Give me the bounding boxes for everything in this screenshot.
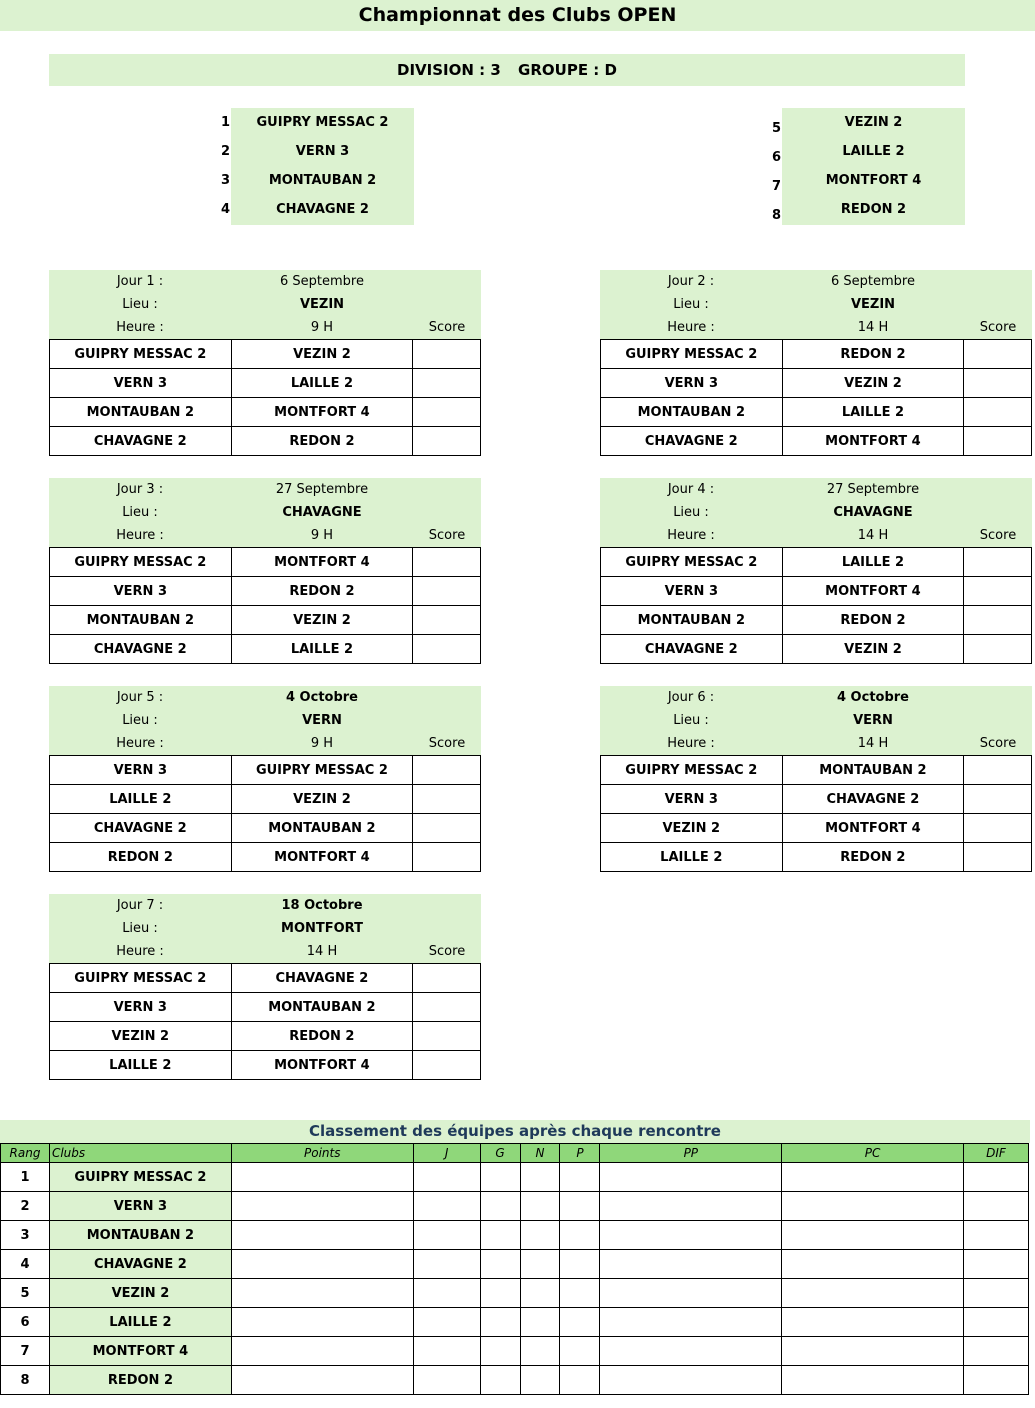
- division-bar: [49, 54, 965, 86]
- lieu-label: Lieu :: [673, 713, 709, 728]
- away-team: REDON 2: [782, 843, 964, 872]
- lieu-value: VERN: [853, 713, 893, 728]
- score-cell[interactable]: [964, 577, 1032, 606]
- day-label: Jour 2 :: [667, 274, 715, 289]
- team-number: 5: [771, 121, 781, 136]
- lieu-label: Lieu :: [673, 297, 709, 312]
- rank-club: MONTFORT 4: [49, 1337, 231, 1366]
- away-team: LAILLE 2: [231, 635, 413, 664]
- away-team: MONTFORT 4: [231, 398, 413, 427]
- rank-pp-cell[interactable]: [600, 1163, 782, 1192]
- rank-number: 3: [1, 1221, 50, 1250]
- heure-value: 9 H: [310, 528, 334, 543]
- game-row: [50, 577, 481, 606]
- rank-n-cell[interactable]: [520, 1308, 560, 1337]
- rank-points-cell[interactable]: [231, 1192, 413, 1221]
- home-team: MONTAUBAN 2: [50, 398, 232, 427]
- rank-club: VEZIN 2: [49, 1279, 231, 1308]
- team-number: 1: [220, 115, 230, 130]
- score-cell[interactable]: [964, 785, 1032, 814]
- game-row: [50, 756, 481, 785]
- header-pc: PC: [782, 1144, 964, 1163]
- away-team: MONTFORT 4: [231, 843, 413, 872]
- home-team: GUIPRY MESSAC 2: [50, 548, 232, 577]
- rank-g-cell[interactable]: [480, 1221, 520, 1250]
- team-name: GUIPRY MESSAC 2: [256, 115, 389, 130]
- game-row: [50, 427, 481, 456]
- home-team: CHAVAGNE 2: [601, 635, 783, 664]
- away-team: LAILLE 2: [782, 548, 964, 577]
- heure-label: Heure :: [116, 320, 164, 335]
- score-cell[interactable]: [413, 635, 481, 664]
- rank-n-cell[interactable]: [520, 1221, 560, 1250]
- games-table: [49, 963, 481, 1080]
- rank-club: LAILLE 2: [49, 1308, 231, 1337]
- ranking-row: [1, 1192, 1029, 1221]
- team-name: LAILLE 2: [842, 144, 905, 159]
- home-team: CHAVAGNE 2: [50, 635, 232, 664]
- rank-pc-cell[interactable]: [782, 1279, 964, 1308]
- ranking-title: Classement des équipes après chaque rencontre: [0, 1120, 1030, 1143]
- game-row: [50, 635, 481, 664]
- game-row: [50, 369, 481, 398]
- day-label: Jour 4 :: [667, 482, 715, 497]
- rank-club: REDON 2: [49, 1366, 231, 1395]
- ranking-row: [1, 1250, 1029, 1279]
- home-team: GUIPRY MESSAC 2: [50, 340, 232, 369]
- score-label: Score: [979, 528, 1017, 543]
- day-date: 4 Octobre: [836, 690, 909, 705]
- heure-value: 14 H: [857, 736, 889, 751]
- team-number: 4: [220, 202, 230, 217]
- home-team: LAILLE 2: [601, 843, 783, 872]
- rank-n-cell[interactable]: [520, 1192, 560, 1221]
- away-team: MONTAUBAN 2: [231, 993, 413, 1022]
- home-team: CHAVAGNE 2: [50, 814, 232, 843]
- score-cell[interactable]: [964, 606, 1032, 635]
- away-team: MONTFORT 4: [231, 548, 413, 577]
- home-team: VERN 3: [601, 369, 783, 398]
- games-table: [49, 755, 481, 872]
- game-row: [601, 340, 1032, 369]
- game-row: [601, 548, 1032, 577]
- team-name: MONTAUBAN 2: [268, 173, 377, 188]
- away-team: VEZIN 2: [782, 635, 964, 664]
- game-row: [601, 843, 1032, 872]
- rank-pp-cell[interactable]: [600, 1366, 782, 1395]
- day-label: Jour 5 :: [116, 690, 164, 705]
- score-cell[interactable]: [413, 756, 481, 785]
- team-number: 6: [771, 150, 781, 165]
- header-n: N: [520, 1144, 560, 1163]
- team-number: 8: [771, 208, 781, 223]
- home-team: MONTAUBAN 2: [50, 606, 232, 635]
- score-label: Score: [428, 944, 466, 959]
- rank-number: 5: [1, 1279, 50, 1308]
- rank-n-cell[interactable]: [520, 1337, 560, 1366]
- lieu-value: VEZIN: [850, 297, 896, 312]
- team-name: REDON 2: [840, 202, 907, 217]
- lieu-label: Lieu :: [122, 505, 158, 520]
- team-name: CHAVAGNE 2: [276, 202, 369, 217]
- heure-value: 9 H: [310, 320, 334, 335]
- rank-j-cell[interactable]: [413, 1308, 480, 1337]
- ranking-header-row: [1, 1144, 1029, 1163]
- score-label: Score: [428, 736, 466, 751]
- rank-points-cell[interactable]: [231, 1337, 413, 1366]
- team-name: VEZIN 2: [844, 115, 903, 130]
- rank-p-cell[interactable]: [560, 1308, 600, 1337]
- home-team: REDON 2: [50, 843, 232, 872]
- rank-j-cell[interactable]: [413, 1250, 480, 1279]
- game-row: [50, 1022, 481, 1051]
- score-cell[interactable]: [964, 369, 1032, 398]
- score-cell[interactable]: [413, 1022, 481, 1051]
- header-p: P: [560, 1144, 600, 1163]
- home-team: GUIPRY MESSAC 2: [601, 340, 783, 369]
- rank-pp-cell[interactable]: [600, 1221, 782, 1250]
- rank-number: 1: [1, 1163, 50, 1192]
- rank-number: 6: [1, 1308, 50, 1337]
- away-team: VEZIN 2: [231, 785, 413, 814]
- rank-n-cell[interactable]: [520, 1163, 560, 1192]
- home-team: MONTAUBAN 2: [601, 606, 783, 635]
- day-header: [600, 686, 1032, 756]
- rank-g-cell[interactable]: [480, 1308, 520, 1337]
- rank-j-cell[interactable]: [413, 1163, 480, 1192]
- games-table: [600, 755, 1032, 872]
- score-cell[interactable]: [413, 369, 481, 398]
- game-row: [50, 606, 481, 635]
- day-header: [600, 270, 1032, 340]
- rank-points-cell[interactable]: [231, 1308, 413, 1337]
- game-row: [601, 814, 1032, 843]
- day-date: 27 Septembre: [826, 482, 920, 497]
- rank-p-cell[interactable]: [560, 1337, 600, 1366]
- groupe-label: GROUPE : D: [518, 61, 617, 79]
- score-label: Score: [979, 320, 1017, 335]
- rank-number: 7: [1, 1337, 50, 1366]
- score-cell[interactable]: [413, 785, 481, 814]
- team-name: MONTFORT 4: [825, 173, 922, 188]
- heure-label: Heure :: [667, 736, 715, 751]
- rank-dif-cell[interactable]: [963, 1279, 1028, 1308]
- rank-j-cell[interactable]: [413, 1337, 480, 1366]
- header-rang: Rang: [1, 1144, 50, 1163]
- day-header: [49, 478, 481, 548]
- home-team: GUIPRY MESSAC 2: [601, 548, 783, 577]
- away-team: LAILLE 2: [782, 398, 964, 427]
- game-row: [601, 577, 1032, 606]
- rank-pp-cell[interactable]: [600, 1250, 782, 1279]
- score-label: Score: [428, 320, 466, 335]
- away-team: CHAVAGNE 2: [782, 785, 964, 814]
- away-team: LAILLE 2: [231, 369, 413, 398]
- rank-dif-cell[interactable]: [963, 1308, 1028, 1337]
- day-date: 6 Septembre: [831, 274, 915, 289]
- rank-j-cell[interactable]: [413, 1192, 480, 1221]
- lieu-value: CHAVAGNE: [833, 505, 913, 520]
- home-team: VERN 3: [601, 785, 783, 814]
- ranking-row: [1, 1337, 1029, 1366]
- day-header: [49, 686, 481, 756]
- day-label: Jour 1 :: [116, 274, 164, 289]
- day-header: [49, 270, 481, 340]
- score-label: Score: [428, 528, 466, 543]
- game-row: [50, 964, 481, 993]
- rank-g-cell[interactable]: [480, 1163, 520, 1192]
- rank-club: GUIPRY MESSAC 2: [49, 1163, 231, 1192]
- games-table: [49, 339, 481, 456]
- rank-g-cell[interactable]: [480, 1337, 520, 1366]
- game-row: [50, 785, 481, 814]
- team-name: VERN 3: [295, 144, 350, 159]
- ranking-table: [0, 1143, 1029, 1395]
- heure-value: 9 H: [310, 736, 334, 751]
- team-number: 2: [220, 144, 230, 159]
- home-team: VEZIN 2: [50, 1022, 232, 1051]
- lieu-value: VEZIN: [299, 297, 345, 312]
- game-row: [50, 843, 481, 872]
- rank-club: VERN 3: [49, 1192, 231, 1221]
- rank-dif-cell[interactable]: [963, 1163, 1028, 1192]
- score-cell[interactable]: [964, 548, 1032, 577]
- rank-dif-cell[interactable]: [963, 1250, 1028, 1279]
- home-team: CHAVAGNE 2: [50, 427, 232, 456]
- team-number: 3: [220, 173, 230, 188]
- score-cell[interactable]: [964, 340, 1032, 369]
- home-team: GUIPRY MESSAC 2: [601, 756, 783, 785]
- home-team: VERN 3: [50, 577, 232, 606]
- header-j: J: [413, 1144, 480, 1163]
- heure-value: 14 H: [306, 944, 338, 959]
- rank-n-cell[interactable]: [520, 1366, 560, 1395]
- heure-label: Heure :: [667, 528, 715, 543]
- ranking-row: [1, 1279, 1029, 1308]
- header-pp: PP: [600, 1144, 782, 1163]
- home-team: VERN 3: [50, 756, 232, 785]
- rank-j-cell[interactable]: [413, 1366, 480, 1395]
- away-team: VEZIN 2: [231, 340, 413, 369]
- score-cell[interactable]: [964, 427, 1032, 456]
- game-row: [50, 814, 481, 843]
- rank-pp-cell[interactable]: [600, 1279, 782, 1308]
- score-cell[interactable]: [413, 1051, 481, 1080]
- score-cell[interactable]: [413, 814, 481, 843]
- game-row: [601, 398, 1032, 427]
- rank-points-cell[interactable]: [231, 1366, 413, 1395]
- rank-dif-cell[interactable]: [963, 1192, 1028, 1221]
- game-row: [601, 427, 1032, 456]
- away-team: REDON 2: [782, 340, 964, 369]
- lieu-label: Lieu :: [122, 713, 158, 728]
- score-cell[interactable]: [413, 843, 481, 872]
- rank-pc-cell[interactable]: [782, 1366, 964, 1395]
- lieu-label: Lieu :: [122, 297, 158, 312]
- day-date: 18 Octobre: [281, 898, 363, 913]
- away-team: VEZIN 2: [231, 606, 413, 635]
- away-team: CHAVAGNE 2: [231, 964, 413, 993]
- home-team: VERN 3: [50, 993, 232, 1022]
- lieu-label: Lieu :: [122, 921, 158, 936]
- away-team: REDON 2: [231, 577, 413, 606]
- game-row: [601, 785, 1032, 814]
- ranking-row: [1, 1221, 1029, 1250]
- away-team: MONTFORT 4: [782, 814, 964, 843]
- away-team: REDON 2: [231, 427, 413, 456]
- rank-n-cell[interactable]: [520, 1279, 560, 1308]
- game-row: [50, 398, 481, 427]
- home-team: CHAVAGNE 2: [601, 427, 783, 456]
- away-team: MONTFORT 4: [782, 427, 964, 456]
- rank-pc-cell[interactable]: [782, 1221, 964, 1250]
- header-clubs: Clubs: [49, 1144, 231, 1163]
- day-date: 27 Septembre: [275, 482, 369, 497]
- day-header: [600, 478, 1032, 548]
- lieu-label: Lieu :: [673, 505, 709, 520]
- score-cell[interactable]: [413, 398, 481, 427]
- day-date: 6 Septembre: [280, 274, 364, 289]
- rank-club: MONTAUBAN 2: [49, 1221, 231, 1250]
- rank-points-cell[interactable]: [231, 1250, 413, 1279]
- away-team: MONTFORT 4: [231, 1051, 413, 1080]
- page-title: Championnat des Clubs OPEN: [0, 0, 1035, 31]
- heure-label: Heure :: [116, 528, 164, 543]
- rank-j-cell[interactable]: [413, 1221, 480, 1250]
- score-cell[interactable]: [964, 756, 1032, 785]
- team-number: 7: [771, 179, 781, 194]
- game-row: [50, 340, 481, 369]
- heure-label: Heure :: [116, 736, 164, 751]
- home-team: VERN 3: [50, 369, 232, 398]
- rank-g-cell[interactable]: [480, 1250, 520, 1279]
- away-team: GUIPRY MESSAC 2: [231, 756, 413, 785]
- rank-dif-cell[interactable]: [963, 1221, 1028, 1250]
- rank-p-cell[interactable]: [560, 1163, 600, 1192]
- score-cell[interactable]: [964, 398, 1032, 427]
- game-row: [50, 548, 481, 577]
- rank-g-cell[interactable]: [480, 1279, 520, 1308]
- game-row: [601, 606, 1032, 635]
- score-cell[interactable]: [964, 843, 1032, 872]
- away-team: MONTAUBAN 2: [782, 756, 964, 785]
- score-cell[interactable]: [413, 964, 481, 993]
- score-label: Score: [979, 736, 1017, 751]
- game-row: [601, 756, 1032, 785]
- home-team: VERN 3: [601, 577, 783, 606]
- rank-number: 4: [1, 1250, 50, 1279]
- away-team: REDON 2: [782, 606, 964, 635]
- team-list-right: [782, 108, 965, 225]
- rank-dif-cell[interactable]: [963, 1366, 1028, 1395]
- rank-number: 2: [1, 1192, 50, 1221]
- header-g: G: [480, 1144, 520, 1163]
- team-list-left: [231, 108, 414, 225]
- division-label: DIVISION : 3: [397, 61, 501, 79]
- game-row: [50, 1051, 481, 1080]
- rank-points-cell[interactable]: [231, 1279, 413, 1308]
- rank-club: CHAVAGNE 2: [49, 1250, 231, 1279]
- score-cell[interactable]: [413, 577, 481, 606]
- heure-label: Heure :: [116, 944, 164, 959]
- home-team: VEZIN 2: [601, 814, 783, 843]
- ranking-row: [1, 1308, 1029, 1337]
- away-team: VEZIN 2: [782, 369, 964, 398]
- lieu-value: CHAVAGNE: [282, 505, 362, 520]
- rank-pc-cell[interactable]: [782, 1308, 964, 1337]
- game-row: [50, 993, 481, 1022]
- rank-p-cell[interactable]: [560, 1221, 600, 1250]
- rank-pc-cell[interactable]: [782, 1163, 964, 1192]
- header-points: Points: [231, 1144, 413, 1163]
- ranking-row: [1, 1366, 1029, 1395]
- rank-n-cell[interactable]: [520, 1250, 560, 1279]
- header-dif: DIF: [963, 1144, 1028, 1163]
- home-team: LAILLE 2: [50, 785, 232, 814]
- ranking-row: [1, 1163, 1029, 1192]
- lieu-value: MONTFORT: [281, 921, 363, 936]
- rank-p-cell[interactable]: [560, 1279, 600, 1308]
- games-table: [600, 547, 1032, 664]
- score-cell[interactable]: [413, 427, 481, 456]
- rank-g-cell[interactable]: [480, 1192, 520, 1221]
- day-header: [49, 894, 481, 964]
- rank-dif-cell[interactable]: [963, 1337, 1028, 1366]
- home-team: MONTAUBAN 2: [601, 398, 783, 427]
- rank-p-cell[interactable]: [560, 1366, 600, 1395]
- rank-points-cell[interactable]: [231, 1163, 413, 1192]
- rank-pc-cell[interactable]: [782, 1337, 964, 1366]
- rank-pp-cell[interactable]: [600, 1337, 782, 1366]
- home-team: LAILLE 2: [50, 1051, 232, 1080]
- rank-p-cell[interactable]: [560, 1192, 600, 1221]
- rank-points-cell[interactable]: [231, 1221, 413, 1250]
- game-row: [601, 369, 1032, 398]
- games-table: [49, 547, 481, 664]
- heure-value: 14 H: [857, 320, 889, 335]
- score-cell[interactable]: [964, 814, 1032, 843]
- rank-pc-cell[interactable]: [782, 1250, 964, 1279]
- rank-pc-cell[interactable]: [782, 1192, 964, 1221]
- day-label: Jour 6 :: [667, 690, 715, 705]
- lieu-value: VERN: [302, 713, 342, 728]
- rank-j-cell[interactable]: [413, 1279, 480, 1308]
- score-cell[interactable]: [413, 606, 481, 635]
- rank-p-cell[interactable]: [560, 1250, 600, 1279]
- home-team: GUIPRY MESSAC 2: [50, 964, 232, 993]
- rank-pp-cell[interactable]: [600, 1308, 782, 1337]
- score-cell[interactable]: [964, 635, 1032, 664]
- game-row: [601, 635, 1032, 664]
- heure-label: Heure :: [667, 320, 715, 335]
- away-team: MONTFORT 4: [782, 577, 964, 606]
- heure-value: 14 H: [857, 528, 889, 543]
- away-team: REDON 2: [231, 1022, 413, 1051]
- rank-number: 8: [1, 1366, 50, 1395]
- day-label: Jour 7 :: [116, 898, 164, 913]
- score-cell[interactable]: [413, 548, 481, 577]
- score-cell[interactable]: [413, 340, 481, 369]
- day-label: Jour 3 :: [116, 482, 164, 497]
- games-table: [600, 339, 1032, 456]
- day-date: 4 Octobre: [285, 690, 358, 705]
- rank-pp-cell[interactable]: [600, 1192, 782, 1221]
- rank-g-cell[interactable]: [480, 1366, 520, 1395]
- away-team: MONTAUBAN 2: [231, 814, 413, 843]
- score-cell[interactable]: [413, 993, 481, 1022]
